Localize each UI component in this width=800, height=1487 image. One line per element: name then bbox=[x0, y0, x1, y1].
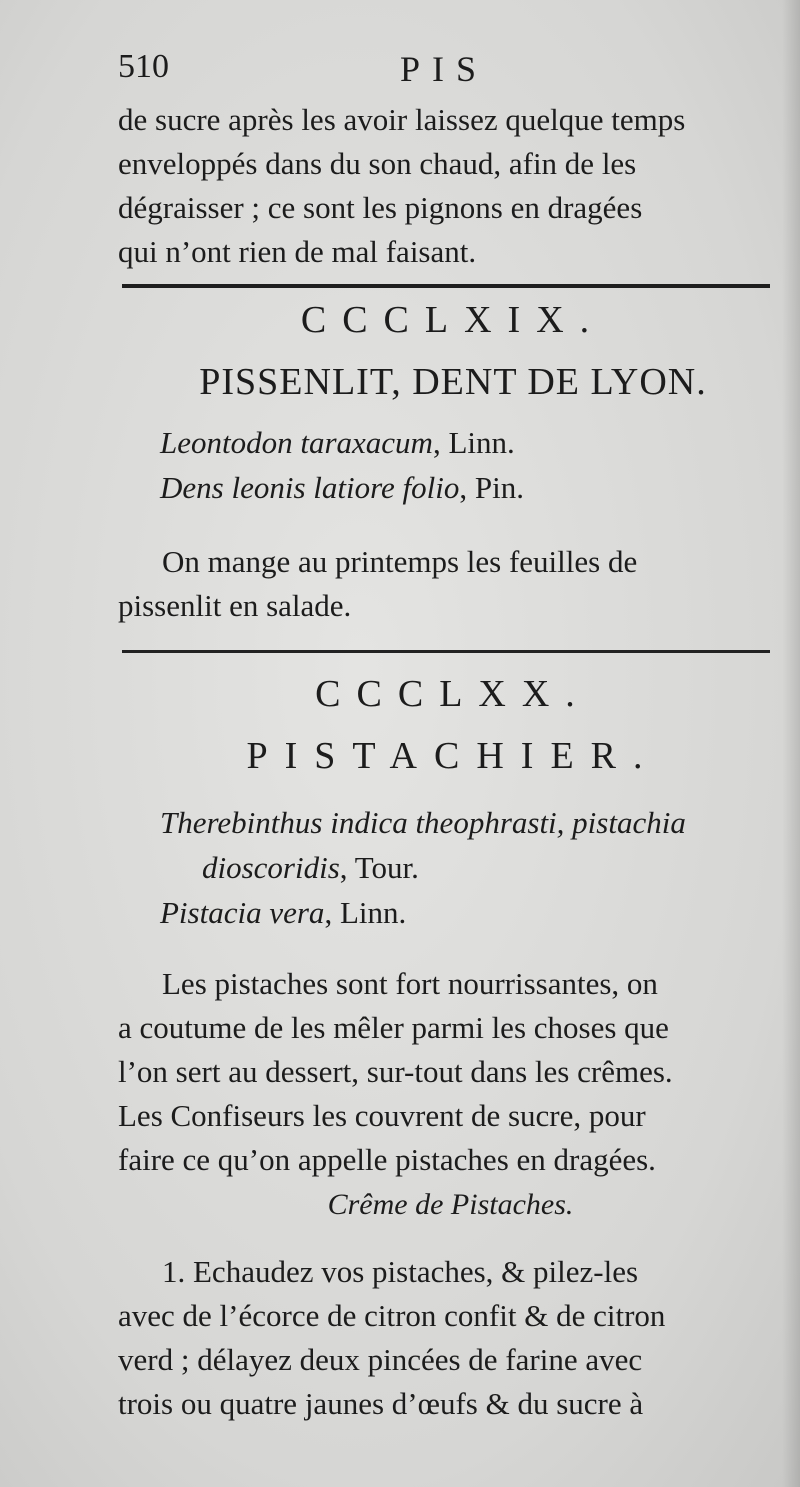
text-line: pissenlit en salade. bbox=[118, 588, 352, 623]
entry-paragraph bbox=[118, 540, 783, 628]
text-line: Les Confiseurs les couvrent de sucre, pour bbox=[118, 1098, 646, 1133]
text-line: avec de l’écorce de citron confit & de citron bbox=[118, 1298, 666, 1333]
text-line: a coutume de les mêler parmi les choses que bbox=[118, 1010, 669, 1045]
text-line: trois ou quatre jaunes d’œufs & du sucre à bbox=[118, 1386, 644, 1421]
section-divider bbox=[122, 650, 770, 653]
synonym-line bbox=[160, 890, 686, 935]
author-abbrev: , Pin. bbox=[459, 470, 524, 505]
entry-numeral: CCCLXIX. bbox=[300, 299, 606, 341]
author-abbrev: , Tour. bbox=[339, 850, 419, 885]
latin-name: Dens leonis latiore folio bbox=[160, 470, 460, 505]
running-title: PIS bbox=[400, 49, 489, 89]
text-line: 1. Echaudez vos pistaches, & pilez-les bbox=[162, 1254, 639, 1289]
latin-name: Pistacia vera bbox=[160, 895, 325, 930]
latin-name: Leontodon taraxacum bbox=[160, 425, 433, 460]
text-line: On mange au printemps les feuilles de bbox=[162, 544, 638, 579]
text-line: Les pistaches sont fort nourrissantes, on bbox=[162, 966, 658, 1001]
text-line: dégraisser ; ce sont les pignons en dragées bbox=[118, 190, 643, 225]
text-line: qui n’ont rien de mal faisant. bbox=[118, 234, 477, 269]
synonym-list bbox=[160, 800, 686, 935]
recipe-paragraph bbox=[118, 1250, 783, 1426]
top-paragraph bbox=[118, 98, 783, 274]
synonym-line bbox=[160, 420, 524, 465]
entry-heading: PISSENLIT, DENT DE LYON. bbox=[199, 361, 707, 403]
text-line: de sucre après les avoir laissez quelque temps bbox=[118, 102, 686, 137]
section-divider bbox=[122, 284, 770, 288]
running-head bbox=[118, 48, 768, 98]
text-line: faire ce qu’on appelle pistaches en dragées. bbox=[118, 1142, 656, 1177]
text-line: l’on sert au dessert, sur-tout dans les crêmes. bbox=[118, 1054, 673, 1089]
latin-name: dioscoridis bbox=[202, 850, 340, 885]
entry-paragraph bbox=[118, 962, 783, 1182]
latin-name: Therebinthus indica theophrasti, pistachia bbox=[160, 805, 686, 840]
author-abbrev: , Linn. bbox=[432, 425, 515, 460]
recipe-title: Crême de Pistaches. bbox=[327, 1188, 574, 1221]
synonym-list bbox=[160, 420, 524, 510]
synonym-line bbox=[160, 465, 524, 510]
text-line: verd ; délayez deux pincées de farine avec bbox=[118, 1342, 643, 1377]
page-number: 510 bbox=[118, 48, 169, 85]
entry-heading: PISTACHIER. bbox=[246, 735, 660, 777]
synonym-line bbox=[160, 800, 686, 845]
author-abbrev: , Linn. bbox=[324, 895, 407, 930]
text-line: enveloppés dans du son chaud, afin de les bbox=[118, 146, 637, 181]
synonym-line bbox=[160, 845, 686, 890]
entry-numeral: CCCLXX. bbox=[315, 673, 591, 715]
